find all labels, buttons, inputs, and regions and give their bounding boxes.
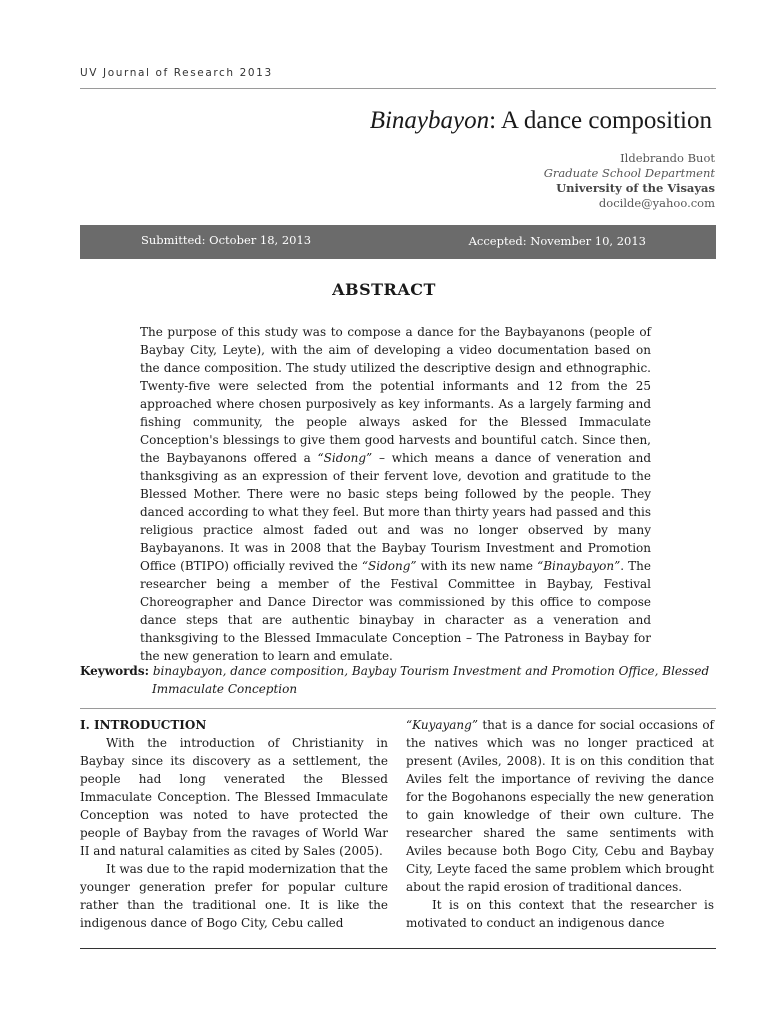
abstract-binaybayon: “Binaybayon” [537,559,621,573]
keywords-line-2: Immaculate Conception [152,681,298,696]
abstract-text-1: The purpose of this study was to compose a dance for the Baybayanons (people of Baybay City, Leyte), with the aim of developing a video documentation based on the dance composition. The study utilized the descriptive design and ethnographic. Twenty-five were selected from the potential informants and 12 from the 25 approached where chosen purposively as key informants. As a largely farming and fishing community, the people always asked for the Blessed Immaculate Conception's blessings to give them good harvests and bountiful catch. Since then, the Baybayanons offered a [140,325,651,465]
author-department: Graduate School Department [543,166,715,180]
author-name: Ildebrando Buot [620,151,715,165]
keywords-label: Keywords: [80,664,150,678]
intro-paragraph-3-text: that is a dance for social occasions of the natives which was no longer practiced at present (Aviles, 2008). It is on this condition that Aviles felt the importance of reviving the dance for the Bogohanons especially the new generation to gain knowledge of their own culture. The researcher shared the same sentiments with Aviles because both Bogo City, Cebu and Baybay City, Leyte faced the same problem which brought about the rapid erosion of traditional dances. [406,718,714,894]
keywords [80,663,716,698]
abstract-text-3: with its new name [416,559,538,573]
date-bar [80,225,716,259]
journal-header: UV Journal of Research 2013 [80,67,273,79]
author-email: docilde@yahoo.com [598,196,715,210]
abstract-text-2: – which means a dance of veneration and thanksgiving as an expression of their fervent love, devotion and gratitude to the Blessed Mother. There were no basic steps being followed by the people. They danced according to what they feel. But more than thirty years had passed and this religious practice almost faded out and was no longer observed by many Baybayanons. It was in 2008 that the Baybay Tourism Investment and Promotion Office (BTIPO) officially revived the [140,451,652,573]
title-rest: : A dance composition [489,107,712,134]
intro-left-column [80,716,388,932]
abstract-heading: ABSTRACT [332,280,436,299]
title-italic: Binaybayon [369,107,490,134]
submitted-date: Submitted: October 18, 2013 [141,233,312,247]
footer-rule [80,948,716,949]
keywords-line-1: binaybayon, dance composition, Baybay Tourism Investment and Promotion Office, Blessed [149,664,710,678]
keywords-rule [80,708,716,709]
intro-paragraph-1: With the introduction of Christianity in Baybay since its discovery as a settlement, the people had long venerated the Blessed Immaculate Conception. The Blessed Immaculate Conception was noted to have protected the people of Baybay from the ravages of World War II and natural calamities as cited by Sales (2005). [80,736,388,858]
introduction-heading: I. INTRODUCTION [80,718,207,732]
author-block [544,151,715,211]
abstract-sidong-2: “Sidong” [361,559,417,573]
intro-kuyayang: “Kuyayang” [406,718,478,732]
accepted-date: Accepted: November 10, 2013 [468,234,646,248]
author-university: University of the Visayas [556,181,715,195]
abstract-sidong-1: “Sidong” [317,451,373,465]
abstract-body [140,323,651,665]
intro-paragraph-4: It is on this context that the researcher is motivated to conduct an indigenous dance [406,898,714,930]
abstract-text-4: . The researcher being a member of the Festival Committee in Baybay, Festival Choreographer and Dance Director was commissioned by this office to compose dance steps that are authentic binaybay in character as a veneration and thanksgiving to the Blessed Immaculate Conception – The Patroness in Baybay for the new generation to learn and emulate. [140,559,652,663]
intro-paragraph-2: It was due to the rapid modernization that the younger generation prefer for popular culture rather than the traditional one. It is like the indigenous dance of Bogo City, Cebu called [80,862,388,930]
intro-right-column [406,716,714,932]
header-rule [80,88,716,89]
paper-title [370,107,712,135]
intro-paragraph-3 [406,716,714,896]
